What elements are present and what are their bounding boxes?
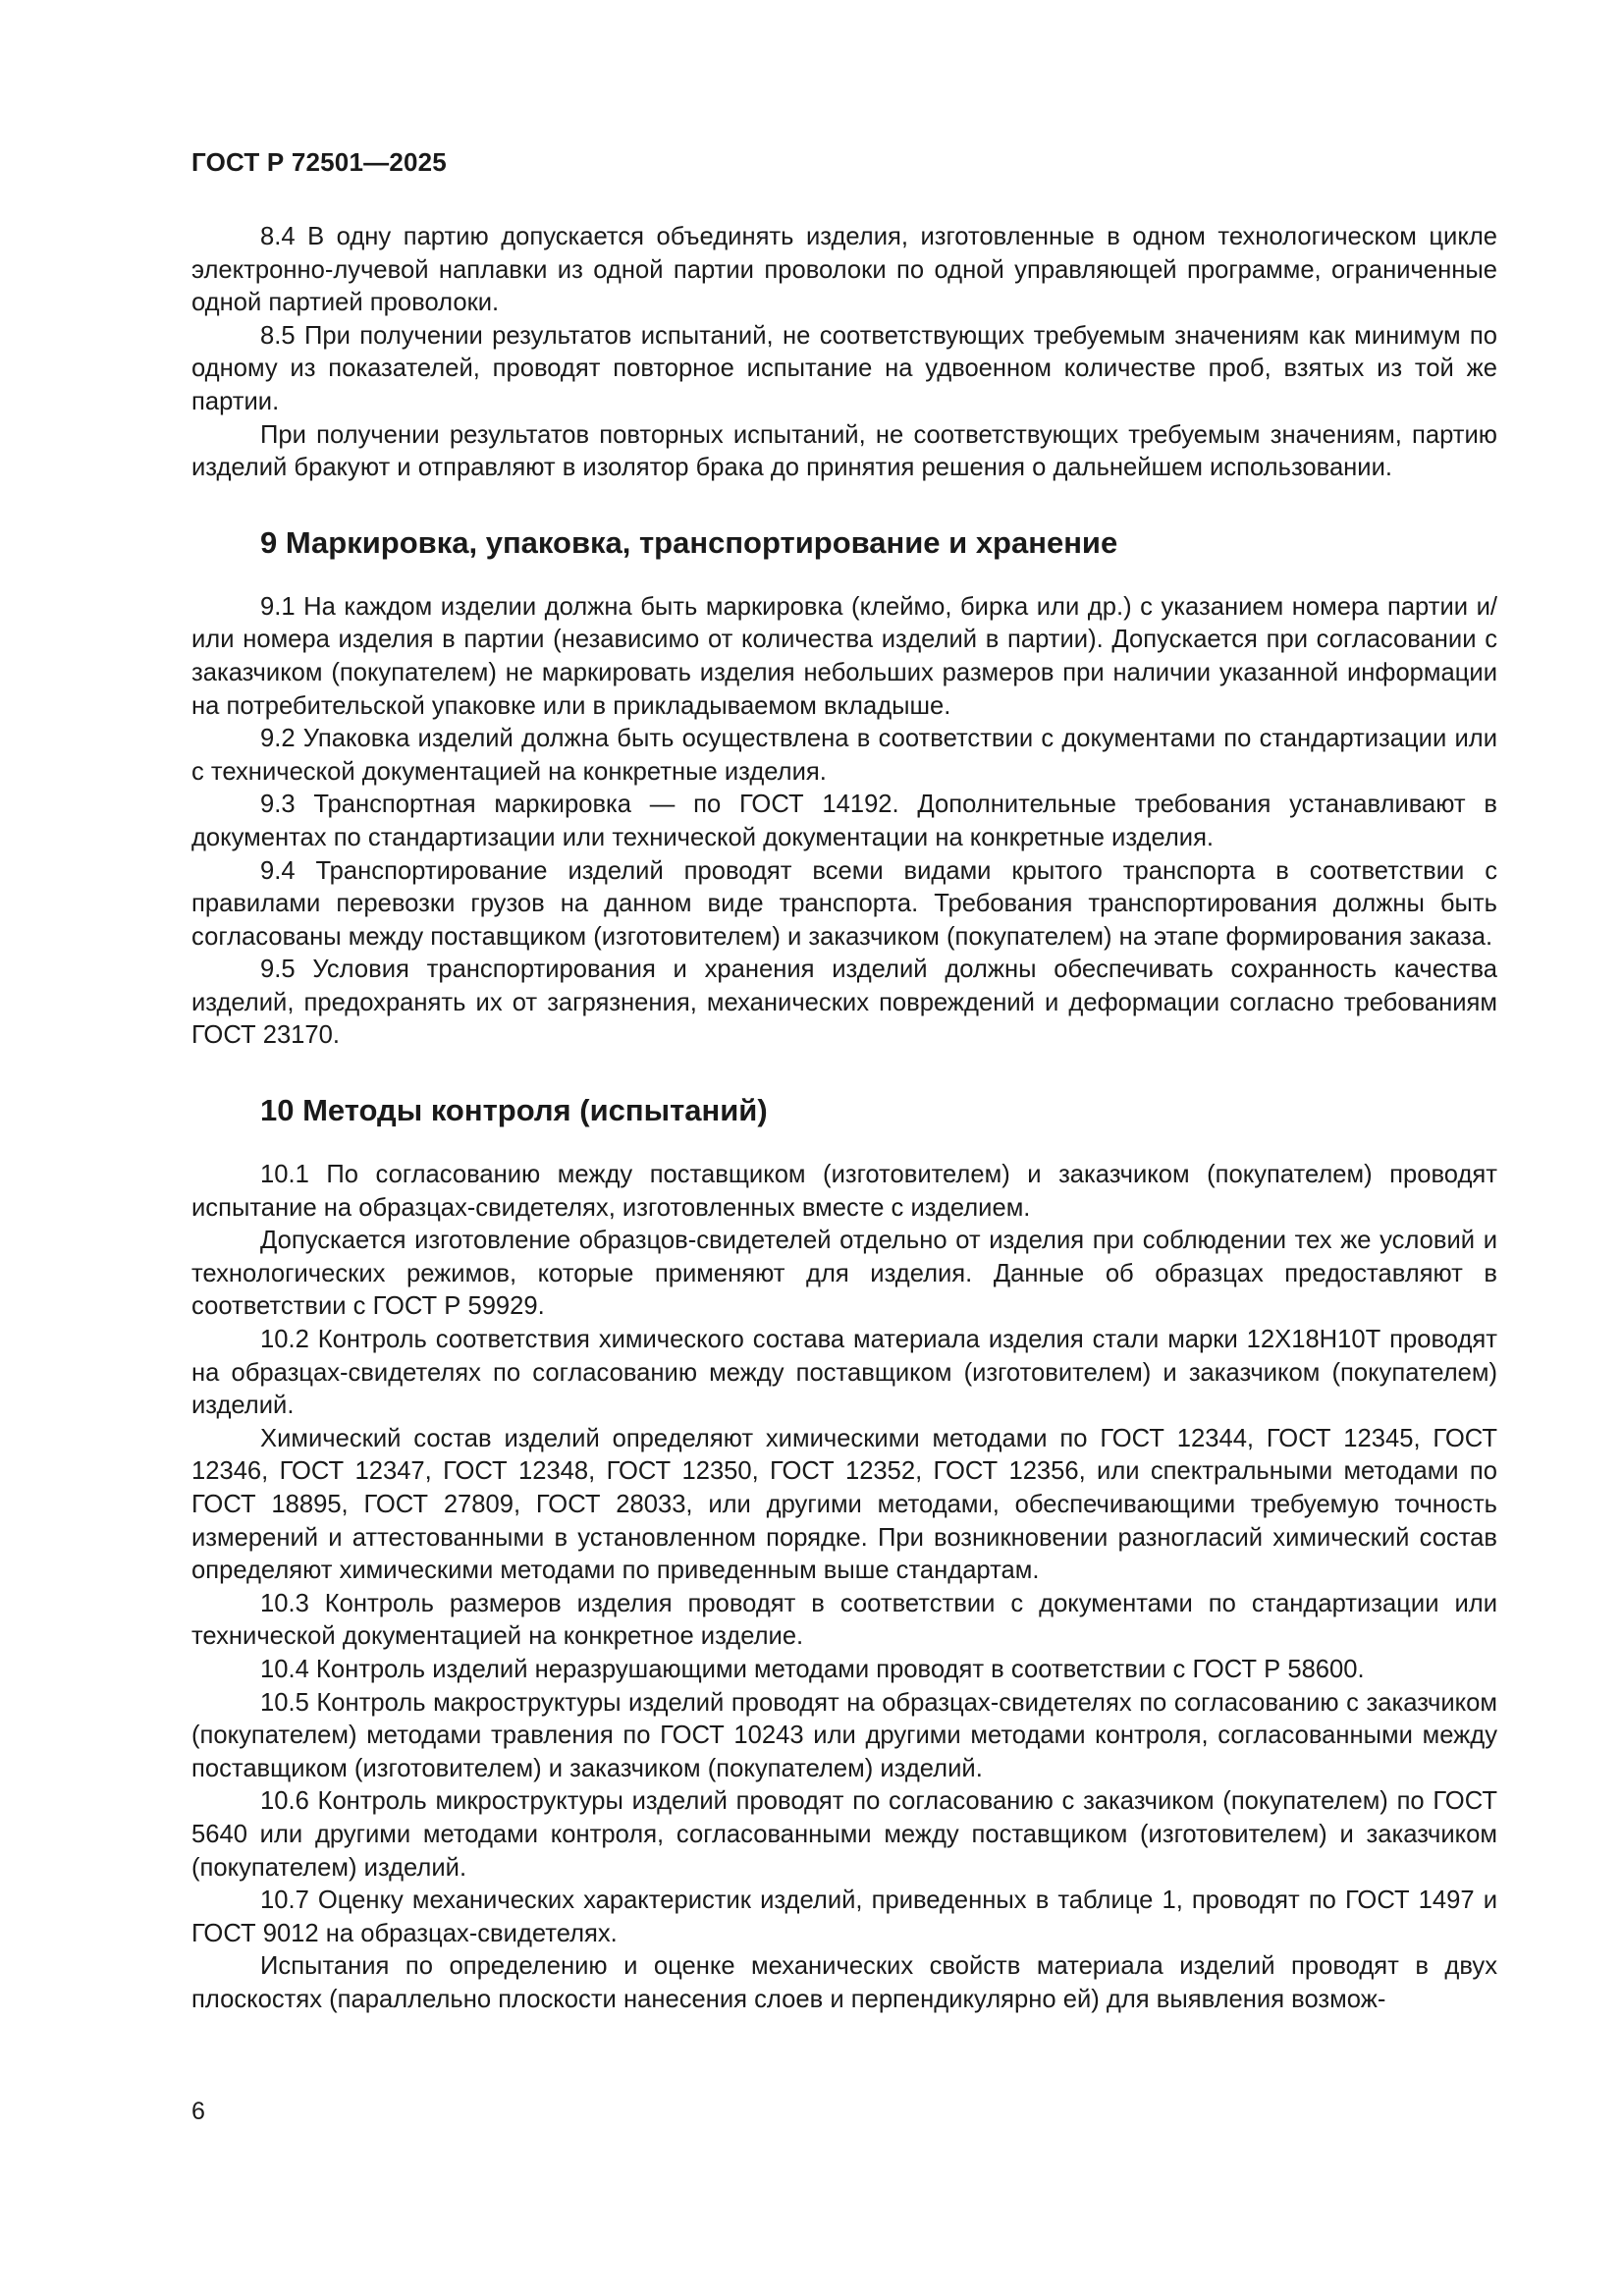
paragraph-10-2-cont: Химический состав изделий определяют химическими методами по ГОСТ 12344, ГОСТ 12345, ГОСТ 12346, ГОСТ 12347, ГОСТ 12348, ГОСТ 12350, ГОСТ 12352, ГОСТ 12356, или спектральными методами по ГОСТ 18895, ГОСТ 27809, ГОСТ 28033, или другими методами, обеспечивающими требуемую точность измерений и аттестованными в установленном порядке. При возникновении разногласий химический состав определяют химическими методами по приведенным выше стандартам.	[191, 1424, 1497, 1585]
paragraph-9-3: 9.3 Транспортная маркировка — по ГОСТ 14192. Дополнительные требования устанавливают в документах по стандартизации или технической документации на конкретные изделия.	[191, 791, 1497, 851]
page-number: 6	[191, 2098, 205, 2125]
paragraph-10-5: 10.5 Контроль макроструктуры изделий проводят на образцах-свидетелях по согласованию с заказчиком (покупателем) методами травления по ГОСТ 10243 или другими методами контроля, согласованными между поставщиком (изготовителем) и заказчиком (покупателем) изделий.	[191, 1688, 1497, 1782]
paragraph-8-4: 8.4 В одну партию допускается объединять изделия, изготовленные в одном технологическом цикле электронно-лучевой наплавки из одной партии проволоки по одной управляющей программе, ограниченные одной партией проволоки.	[191, 223, 1497, 317]
paragraph-10-2: 10.2 Контроль соответствия химического состава материала изделия стали марки 12Х18Н10Т проводят на образцах-свидетелях по согласованию между поставщиком (изготовителем) и заказчиком (покупателем) изделий.	[191, 1326, 1497, 1420]
document-header: ГОСТ Р 72501—2025	[191, 147, 447, 177]
paragraph-9-2: 9.2 Упаковка изделий должна быть осуществлена в соответствии с документами по стандартизации или с технической документацией на конкретные изделия.	[191, 725, 1497, 786]
paragraph-10-1: 10.1 По согласованию между поставщиком (изготовителем) и заказчиком (покупателем) проводят испытание на образцах-свидетелях, изготовленных вместе с изделием.	[191, 1161, 1497, 1222]
paragraph-10-7-cont: Испытания по определению и оценке механических свойств материала изделий проводят в двух плоскостях (параллельно плоскости нанесения слоев и перпендикулярно ей) для выявления возмож-	[191, 1952, 1497, 2013]
paragraph-8-5-cont: При получении результатов повторных испытаний, не соответствующих требуемым значениям, партию изделий бракуют и отправляют в изолятор брака до принятия решения о дальнейшем использовании.	[191, 420, 1497, 482]
paragraph-10-6: 10.6 Контроль микроструктуры изделий проводят по согласованию с заказчиком (покупателем) по ГОСТ 5640 или другими методами контроля, согласованными между поставщиком (изготовителем) и заказчиком (покупателем) изделий.	[191, 1787, 1497, 1882]
paragraph-9-4: 9.4 Транспортирование изделий проводят всеми видами крытого транспорта в соответствии с правилами перевозки грузов на данном виде транспорта. Требования транспортирования должны быть согласованы между поставщиком (изготовителем) и заказчиком (покупателем) на этапе формирования заказа.	[191, 856, 1497, 951]
paragraph-9-5: 9.5 Условия транспортирования и хранения изделий должны обеспечивать сохранность качества изделий, предохранять их от загрязнения, механических повреждений и деформации согласно требованиям ГОСТ 23170.	[191, 956, 1497, 1050]
paragraph-8-5: 8.5 При получении результатов испытаний, не соответствующих требуемым значениям как минимум по одному из показателей, проводят повторное испытание на удвоенном количестве проб, взятых из той же партии.	[191, 321, 1497, 415]
paragraph-9-1: 9.1 На каждом изделии должна быть маркировка (клеймо, бирка или др.) с указанием номера партии и/или номера изделия в партии (независимо от количества изделий в партии). Допускается при согласовании с заказчиком (покупателем) не маркировать изделия небольших размеров при наличии указанной информации на потребительской упаковке или в прикладываемом вкладыше.	[191, 592, 1497, 720]
document-page	[191, 0, 1497, 2296]
document-body	[191, 221, 1497, 2017]
paragraph-10-4: 10.4 Контроль изделий неразрушающими методами проводят в соответствии с ГОСТ Р 58600.	[260, 1655, 1365, 1683]
paragraph-10-1-cont: Допускается изготовление образцов-свидетелей отдельно от изделия при соблюдении тех же условий и технологических режимов, которые применяют для изделия. Данные об образцах предоставляют в соответствии с ГОСТ Р 59929.	[191, 1227, 1497, 1321]
paragraph-10-7: 10.7 Оценку механических характеристик изделий, приведенных в таблице 1, проводят по ГОСТ 1497 и ГОСТ 9012 на образцах-свидетелях.	[191, 1886, 1497, 1947]
section-10-title: 10 Методы контроля (испытаний)	[260, 1093, 768, 1128]
section-9-title: 9 Маркировка, упаковка, транспортирование и хранение	[260, 524, 1118, 560]
paragraph-10-3: 10.3 Контроль размеров изделия проводят в соответствии с документами по стандартизации или технической документацией на конкретное изделие.	[191, 1589, 1497, 1651]
